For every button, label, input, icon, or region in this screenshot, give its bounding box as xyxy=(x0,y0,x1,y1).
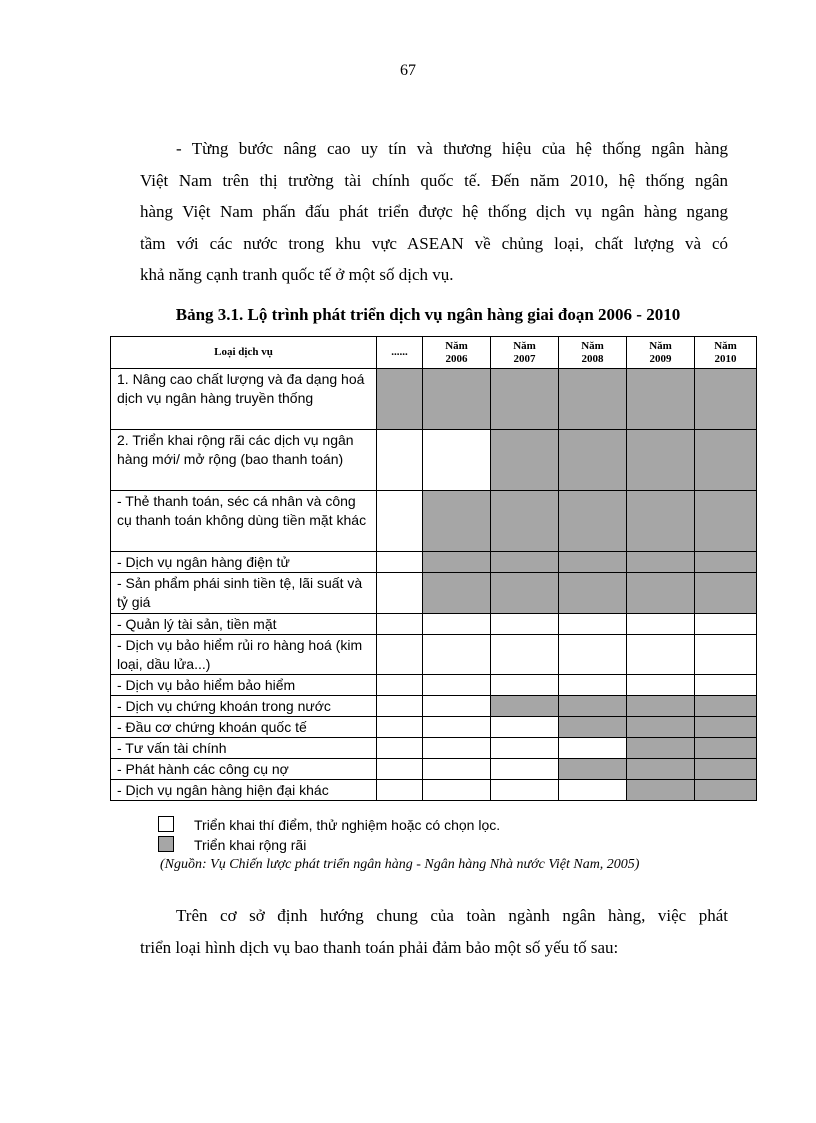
timeline-cell xyxy=(559,573,627,614)
timeline-cell xyxy=(559,614,627,635)
timeline-cell xyxy=(423,552,491,573)
timeline-cell xyxy=(423,759,491,780)
timeline-cell xyxy=(695,696,757,717)
timeline-cell xyxy=(559,635,627,675)
service-label: - Tư vấn tài chính xyxy=(111,738,377,759)
table-row xyxy=(111,614,757,635)
timeline-cell xyxy=(423,369,491,430)
timeline-cell xyxy=(695,717,757,738)
service-label: - Dịch vụ bảo hiểm rủi ro hàng hoá (kim loại, dầu lửa...) xyxy=(111,635,377,675)
table-row xyxy=(111,430,757,491)
timeline-cell xyxy=(627,552,695,573)
source-note: (Nguồn: Vụ Chiến lược phát triển ngân hàng - Ngân hàng Nhà nước Việt Nam, 2005) xyxy=(160,857,640,872)
closing-paragraph xyxy=(140,900,728,963)
timeline-cell xyxy=(377,369,423,430)
timeline-cell xyxy=(695,759,757,780)
timeline-cell xyxy=(377,738,423,759)
timeline-cell xyxy=(491,717,559,738)
timeline-cell xyxy=(377,717,423,738)
timeline-cell xyxy=(627,614,695,635)
timeline-cell xyxy=(627,430,695,491)
timeline-cell xyxy=(377,635,423,675)
timeline-cell xyxy=(423,635,491,675)
paragraph-line: tầm với các nước trong khu vực ASEAN về chủng loại, chất lượng và có xyxy=(140,233,728,253)
intro-paragraph xyxy=(140,133,728,291)
table-row xyxy=(111,759,757,780)
white-square-icon xyxy=(158,816,174,832)
timeline-cell xyxy=(559,780,627,801)
timeline-cell xyxy=(491,738,559,759)
paragraph-line: khả năng cạnh tranh quốc tế ở một số dịch vụ. xyxy=(140,265,454,284)
timeline-cell xyxy=(627,573,695,614)
timeline-cell xyxy=(627,780,695,801)
timeline-cell xyxy=(695,614,757,635)
service-label: - Dịch vụ ngân hàng điện tử xyxy=(111,552,377,573)
timeline-cell xyxy=(491,696,559,717)
timeline-cell xyxy=(559,717,627,738)
timeline-cell xyxy=(559,696,627,717)
service-label: - Dịch vụ bảo hiểm bảo hiểm xyxy=(111,675,377,696)
timeline-cell xyxy=(695,430,757,491)
timeline-cell xyxy=(491,573,559,614)
table-caption: Bảng 3.1. Lộ trình phát triển dịch vụ ngân hàng giai đoạn 2006 - 2010 xyxy=(175,305,681,324)
legend-pilot-label: Triển khai thí điểm, thử nghiệm hoặc có chọn lọc. xyxy=(194,817,501,833)
header-column: Năm 2009 xyxy=(627,337,695,369)
service-label: - Sản phẩm phái sinh tiền tệ, lãi suất và tỷ giá xyxy=(111,573,377,614)
timeline-cell xyxy=(377,759,423,780)
legend-broad-label: Triển khai rộng rãi xyxy=(194,837,307,853)
timeline-cell xyxy=(377,491,423,552)
timeline-cell xyxy=(423,573,491,614)
service-label: 2. Triển khai rộng rãi các dịch vụ ngân hàng mới/ mở rộng (bao thanh toán) xyxy=(111,430,377,491)
timeline-cell xyxy=(695,552,757,573)
timeline-cell xyxy=(627,491,695,552)
timeline-cell xyxy=(423,738,491,759)
service-label: - Phát hành các công cụ nợ xyxy=(111,759,377,780)
table-row xyxy=(111,491,757,552)
header-column: ...... xyxy=(377,337,423,369)
timeline-cell xyxy=(491,369,559,430)
table-row xyxy=(111,369,757,430)
timeline-cell xyxy=(377,675,423,696)
timeline-cell xyxy=(377,430,423,491)
timeline-cell xyxy=(559,552,627,573)
table-row xyxy=(111,552,757,573)
timeline-cell xyxy=(695,369,757,430)
paragraph-line: Việt Nam trên thị trường tài chính quốc tế. Đến năm 2010, hệ thống ngân xyxy=(140,170,728,190)
timeline-cell xyxy=(491,780,559,801)
timeline-cell xyxy=(627,369,695,430)
paragraph-line: hàng Việt Nam phấn đấu phát triển được hệ thống dịch vụ ngân hàng ngang xyxy=(140,202,728,221)
timeline-cell xyxy=(377,696,423,717)
timeline-cell xyxy=(559,759,627,780)
timeline-cell xyxy=(491,675,559,696)
timeline-cell xyxy=(559,491,627,552)
table-row xyxy=(111,573,757,614)
service-label: - Dịch vụ chứng khoán trong nước xyxy=(111,696,377,717)
timeline-cell xyxy=(559,738,627,759)
service-label: - Thẻ thanh toán, séc cá nhân và công cụ thanh toán không dùng tiền mặt khác xyxy=(111,491,377,552)
service-label: 1. Nâng cao chất lượng và đa dạng hoá dịch vụ ngân hàng truyền thống xyxy=(111,369,377,430)
header-column: Năm 2006 xyxy=(423,337,491,369)
table-row xyxy=(111,780,757,801)
timeline-cell xyxy=(423,491,491,552)
timeline-cell xyxy=(695,635,757,675)
table-row xyxy=(111,717,757,738)
service-label: - Đầu cơ chứng khoán quốc tế xyxy=(111,717,377,738)
timeline-cell xyxy=(627,738,695,759)
timeline-cell xyxy=(491,430,559,491)
roadmap-table xyxy=(110,336,757,801)
timeline-cell xyxy=(423,614,491,635)
timeline-cell xyxy=(695,780,757,801)
paragraph-line: Trên cơ sở định hướng chung của toàn ngành ngân hàng, việc phát xyxy=(176,906,728,925)
timeline-cell xyxy=(559,369,627,430)
timeline-cell xyxy=(627,717,695,738)
timeline-cell xyxy=(627,635,695,675)
service-label: - Quản lý tài sản, tiền mặt xyxy=(111,614,377,635)
table-row xyxy=(111,635,757,675)
timeline-cell xyxy=(377,780,423,801)
timeline-cell xyxy=(627,759,695,780)
timeline-cell xyxy=(559,675,627,696)
timeline-cell xyxy=(423,696,491,717)
timeline-cell xyxy=(491,759,559,780)
header-column: Năm 2010 xyxy=(695,337,757,369)
table-row xyxy=(111,675,757,696)
timeline-cell xyxy=(627,696,695,717)
timeline-cell xyxy=(491,635,559,675)
table-header-row xyxy=(111,337,757,369)
paragraph-line: - Từng bước nâng cao uy tín và thương hiệu của hệ thống ngân hàng xyxy=(176,139,728,158)
timeline-cell xyxy=(559,430,627,491)
table-row xyxy=(111,696,757,717)
paragraph-line: triển loại hình dịch vụ bao thanh toán phải đảm bảo một số yếu tố sau: xyxy=(140,937,619,957)
page-number: 67 xyxy=(400,62,416,79)
timeline-cell xyxy=(695,491,757,552)
gray-square-icon xyxy=(158,836,174,852)
timeline-cell xyxy=(423,780,491,801)
timeline-cell xyxy=(695,738,757,759)
header-service-type: Loại dịch vụ xyxy=(111,337,377,369)
timeline-cell xyxy=(377,552,423,573)
timeline-cell xyxy=(423,430,491,491)
header-column: Năm 2007 xyxy=(491,337,559,369)
timeline-cell xyxy=(423,675,491,696)
header-column: Năm 2008 xyxy=(559,337,627,369)
timeline-cell xyxy=(377,614,423,635)
service-label: - Dịch vụ ngân hàng hiện đại khác xyxy=(111,780,377,801)
legend-broad xyxy=(158,836,306,853)
timeline-cell xyxy=(491,491,559,552)
timeline-cell xyxy=(695,573,757,614)
table-row xyxy=(111,738,757,759)
timeline-cell xyxy=(423,717,491,738)
timeline-cell xyxy=(377,573,423,614)
timeline-cell xyxy=(491,552,559,573)
timeline-cell xyxy=(627,675,695,696)
legend-pilot xyxy=(158,816,500,833)
timeline-cell xyxy=(695,675,757,696)
timeline-cell xyxy=(491,614,559,635)
